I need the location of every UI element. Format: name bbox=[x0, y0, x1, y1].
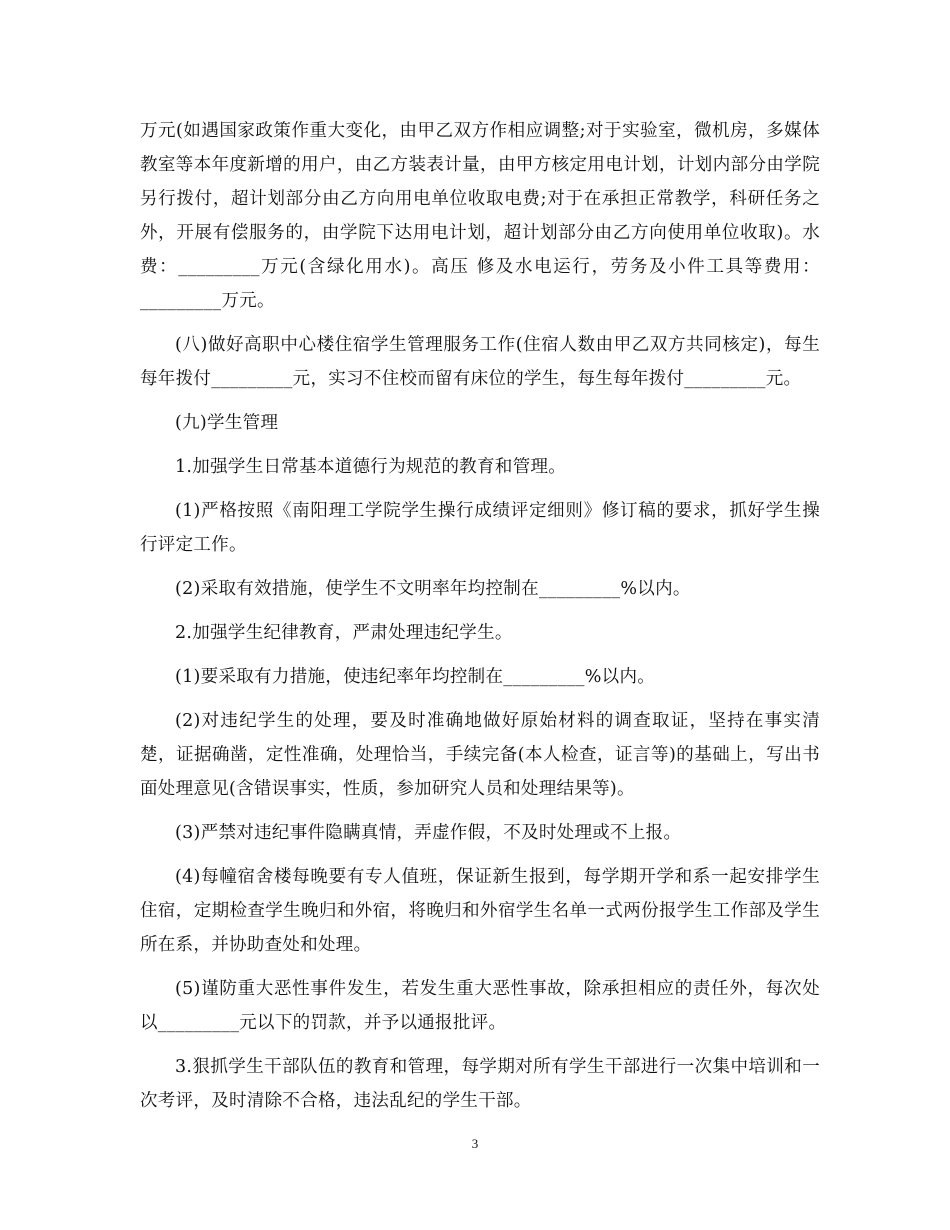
page-number: 3 bbox=[471, 1136, 479, 1151]
paragraph-item-2-2: (2)对违纪学生的处理，要及时准确地做好原始材料的调查取证，坚持在事实清楚，证据确凿，定性准确，处理恰当，手续完备(本人检查，证言等)的基础上，写出书面处理意见(含错误事实，性质，参加研究人员和处理结果等)。 bbox=[140, 711, 820, 799]
paragraph-item-2-1: (1)要采取有力措施，使违纪率年均控制在_________%以内。 bbox=[175, 667, 656, 687]
paragraph-item-2-5: (5)谨防重大恶性事件发生，若发生重大恶性事故，除承担相应的责任外，每次处以_________元以下的罚款，并予以通报批评。 bbox=[140, 979, 820, 1033]
paragraph-item-2-3: (3)严禁对违纪事件隐瞒真情，弄虚作假，不及时处理或不上报。 bbox=[175, 823, 682, 843]
paragraph-item-2: 2.加强学生纪律教育，严肃处理违纪学生。 bbox=[175, 623, 513, 643]
paragraph-item-1-2: (2)采取有效措施，使学生不文明率年均控制在_________%以内。 bbox=[175, 579, 691, 599]
paragraph-electricity-fees: 万元(如遇国家政策作重大变化，由甲乙双方作相应调整;对于实验室，微机房，多媒体教室等本年度新增的用户，由乙方装表计量，由甲方核定用电计划，计划内部分由学院另行拨付，超计划部分由乙方向用电单位收取电费;对于在承担正常教学，科研任务之外，开展有偿服务的，由学院下达用电计划，超计划部分由乙方向使用单位收取)。水费：_________万元(含绿化用水)。高压 修及水电运行，劳务及小件工具等费用：_________万元。 bbox=[140, 121, 820, 311]
document-body bbox=[140, 114, 820, 1128]
paragraph-item-2-4: (4)每幢宿舍楼每晚要有专人值班，保证新生报到，每学期开学和系一起安排学生住宿，定期检查学生晚归和外宿，将晚归和外宿学生名单一式两份报学生工作部及学生所在系，并协助查处和处理。 bbox=[140, 867, 820, 955]
paragraph-item-1: 1.加强学生日常基本道德行为规范的教育和管理。 bbox=[175, 457, 567, 477]
paragraph-section-8: (八)做好高职中心楼住宿学生管理服务工作(住宿人数由甲乙双方共同核定)，每生每年拨付_________元，实习不住校而留有床位的学生，每生每年拨付_________元。 bbox=[140, 335, 820, 389]
section-heading-student-management: (九)学生管理 bbox=[175, 413, 279, 433]
paragraph-item-1-1: (1)严格按照《南阳理工学院学生操行成绩评定细则》修订稿的要求，抓好学生操行评定工作。 bbox=[140, 501, 820, 555]
paragraph-item-3: 3.狠抓学生干部队伍的教育和管理，每学期对所有学生干部进行一次集中培训和一次考评，及时清除不合格，违法乱纪的学生干部。 bbox=[140, 1057, 820, 1111]
